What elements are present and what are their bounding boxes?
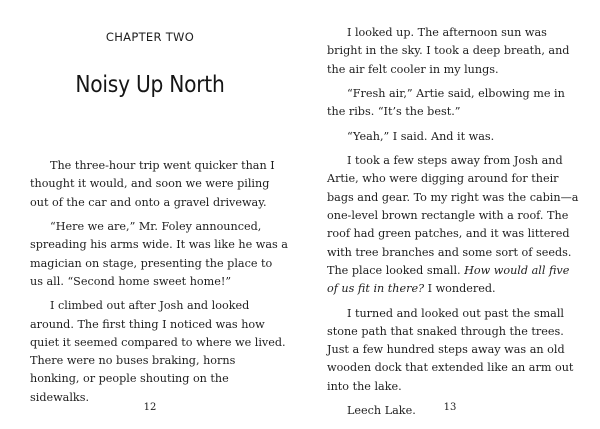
right-page (300, 0, 600, 429)
right-body-text (327, 24, 583, 427)
paragraph: I turned and looked out past the small stone path that snaked through the trees. Just a few hundred steps away was an old wooden dock that extended like an arm out into the lake. (327, 306, 574, 393)
paragraph: Leech Lake. (347, 404, 416, 418)
paragraph: I climbed out after Josh and looked around. The first thing I noticed was how quiet it seemed compared to where we lived. There were no buses braking, horns honking, or people shouting on the sidewalks. (30, 299, 286, 404)
paragraph: “Fresh air,” Artie said, elbowing me in the ribs. “It’s the best.” (327, 86, 565, 119)
paragraph: “Yeah,” I said. And it was. (347, 129, 495, 143)
paragraph: The three-hour trip went quicker than I thought it would, and soon we were piling out of the car and onto a gravel driveway. (30, 159, 275, 209)
page-number: 13 (443, 402, 457, 413)
paragraph-text: I took a few steps away from Josh and Artie, who were digging around for their bags and gear. To my right was the cabin—a one-level brown rectangle with a roof. The roof had green patches, and it was littered with tree branches and some sort of seeds. The place looked small. (327, 154, 579, 277)
chapter-title: Noisy Up North (75, 72, 225, 98)
paragraph: “Here we are,” Mr. Foley announced, spreading his arms wide. It was like he was a magician on stage, presenting the place to us all. “Second home sweet home!” (30, 219, 288, 288)
paragraph: I looked up. The afternoon sun was bright in the sky. I took a deep breath, and the air felt cooler in my lungs. (327, 26, 570, 76)
left-body-text (30, 157, 288, 413)
paragraph (327, 152, 583, 298)
page-number: 12 (143, 402, 157, 413)
chapter-label: CHAPTER TWO (105, 30, 195, 44)
italic-thought: How would all five of us fit in there? (327, 263, 570, 296)
paragraph-text: I wondered. (424, 282, 496, 296)
